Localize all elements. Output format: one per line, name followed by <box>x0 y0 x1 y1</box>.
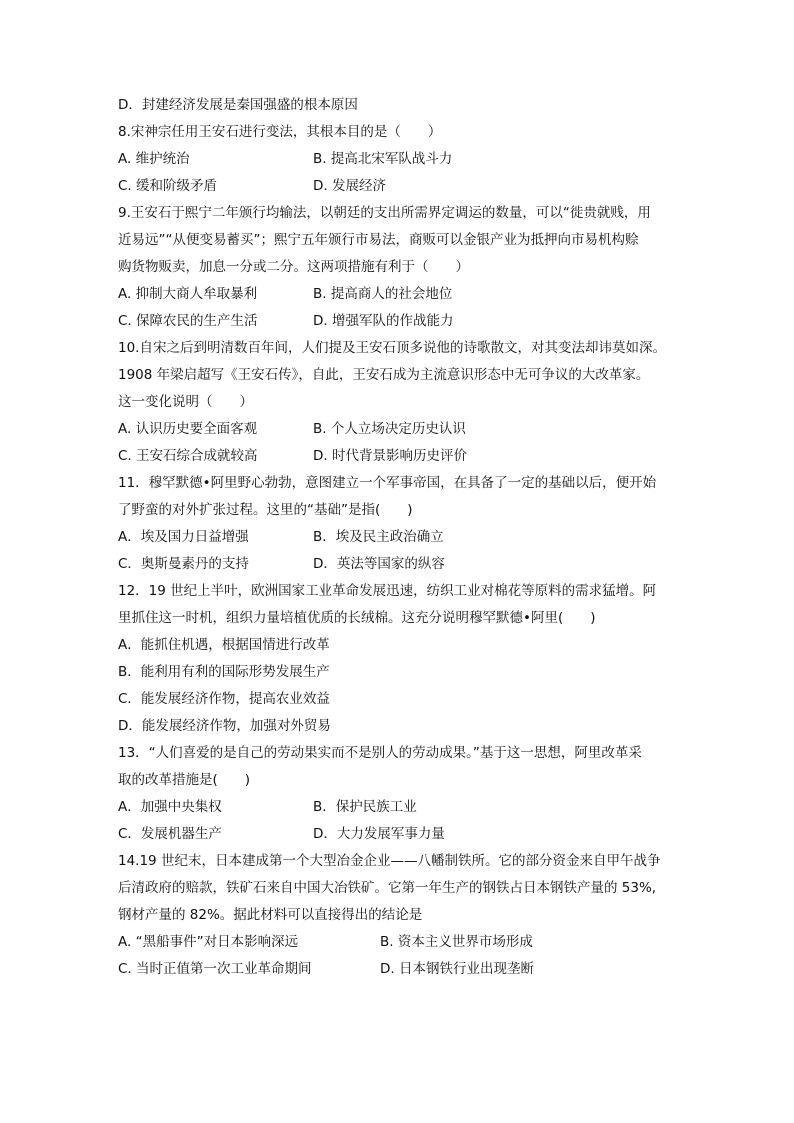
question-stem-line: 11．穆罕默德•阿里野心勃勃，意图建立一个军事帝国，在具备了一定的基础以后，便开始 <box>118 475 657 491</box>
question-stem-line: 12．19 世纪上半叶，欧洲国家工业革命发展迅速，纺织工业对棉花等原料的需求猛增。阿 <box>118 583 657 599</box>
answer-option[interactable]: B. 个人立场决定历史认识 <box>313 421 466 437</box>
answer-option[interactable]: D. 日本钢铁行业出现垄断 <box>380 961 534 977</box>
question-stem-line: 了野蛮的对外扩张过程。这里的“基础”是指( ) <box>118 502 413 518</box>
question-block <box>118 470 684 578</box>
answer-option[interactable]: D. 时代背景影响历史评价 <box>313 448 467 464</box>
question-stem-line: 9.王安石于熙宁二年颁行均输法，以朝廷的支出所需界定调运的数量，可以“徙贵就贱，用 <box>118 205 651 221</box>
answer-option-row <box>118 794 684 821</box>
question-stem-line: 钢材产量的 82%。据此材料可以直接得出的结论是 <box>118 907 423 923</box>
answer-option[interactable]: C．发展机器生产 <box>118 826 222 842</box>
question-stem-line: 购货物贩卖，加息一分或二分。这两项措施有利于（ ） <box>118 259 469 275</box>
question-stem-line: 取的改革措施是( ) <box>118 772 251 788</box>
answer-option[interactable]: B. 提高商人的社会地位 <box>313 286 453 302</box>
question-block <box>118 200 684 335</box>
answer-option[interactable]: A. “黑船事件”对日本影响深远 <box>118 934 299 950</box>
answer-option-row <box>118 821 684 848</box>
answer-option[interactable]: C. 保障农民的生产生活 <box>118 313 258 329</box>
answer-option-row <box>118 443 684 470</box>
question-block <box>118 740 684 848</box>
question-stem-line: 10.自宋之后到明清数百年间，人们提及王安石顶多说他的诗歌散文，对其变法却讳莫如深。 <box>118 340 666 356</box>
answer-option-row <box>118 929 684 956</box>
answer-option[interactable]: C．奥斯曼素丹的支持 <box>118 556 249 572</box>
answer-option[interactable]: A. 抑制大商人牟取暴利 <box>118 286 258 302</box>
answer-option[interactable]: D．大力发展军事力量 <box>313 826 445 842</box>
answer-option[interactable]: D．能发展经济作物，加强对外贸易 <box>118 718 331 734</box>
answer-option-row <box>118 524 684 551</box>
answer-option-row <box>118 416 684 443</box>
question-stem-line: 14.19 世纪末，日本建成第一个大型冶金企业——八幡制铁所。它的部分资金来自甲午战争 <box>118 853 661 869</box>
question-stem-line: 后清政府的赔款，铁矿石来自中国大冶铁矿。它第一年生产的钢铁占日本钢铁产量的 53%, <box>118 880 657 896</box>
answer-option[interactable]: C. 缓和阶级矛盾 <box>118 178 218 194</box>
answer-option[interactable]: B. 提高北宋军队战斗力 <box>313 151 453 167</box>
answer-option[interactable]: B．能利用有利的国际形势发展生产 <box>118 664 330 680</box>
question-block <box>118 335 684 470</box>
question-block <box>118 119 684 200</box>
question-block <box>118 578 684 740</box>
answer-option[interactable]: A. 认识历史要全面客观 <box>118 421 258 437</box>
answer-option[interactable]: A．能抓住机遇，根据国情进行改革 <box>118 637 330 653</box>
answer-option[interactable]: D. 增强军队的作战能力 <box>313 313 454 329</box>
answer-option[interactable]: D．英法等国家的纵容 <box>313 556 445 572</box>
answer-option-row <box>118 956 684 983</box>
answer-option[interactable]: D. 发展经济 <box>313 178 386 194</box>
question-stem-line: 8.宋神宗任用王安石进行变法，其根本目的是（ ） <box>118 124 442 140</box>
previous-question-option-d: D．封建经济发展是秦国强盛的根本原因 <box>118 97 358 113</box>
answer-option[interactable]: B．保护民族工业 <box>313 799 417 815</box>
answer-option[interactable]: B. 资本主义世界市场形成 <box>380 934 533 950</box>
question-stem-line: 1908 年梁启超写《王安石传》，自此，王安石成为主流意识形态中无可争议的大改革家。 <box>118 367 650 383</box>
answer-option[interactable]: A．加强中央集权 <box>118 799 222 815</box>
answer-option[interactable]: C．能发展经济作物，提高农业效益 <box>118 691 330 707</box>
answer-option[interactable]: C. 王安石综合成就较高 <box>118 448 258 464</box>
question-stem-line: 13．“人们喜爱的是自己的劳动果实而不是别人的劳动成果。”基于这一思想，阿里改革采 <box>118 745 642 761</box>
answer-option-row <box>118 146 684 173</box>
answer-option[interactable]: A. 维护统治 <box>118 151 190 167</box>
question-stem-line: 这一变化说明（ ） <box>118 394 253 410</box>
answer-option[interactable]: B．埃及民主政治确立 <box>313 529 444 545</box>
question-stem-line: 里抓住这一时机，组织力量培植优质的长绒棉。这充分说明穆罕默德•阿里( ) <box>118 610 596 626</box>
answer-option-row <box>118 308 684 335</box>
question-block <box>118 848 684 983</box>
exam-page <box>118 92 684 983</box>
answer-option-row <box>118 173 684 200</box>
answer-option-row <box>118 281 684 308</box>
question-stem-line: 近易远”“从便变易蓄买”；熙宁五年颁行市易法，商贩可以金银产业为抵押向市易机构赊 <box>118 232 639 248</box>
answer-option-row <box>118 551 684 578</box>
answer-option[interactable]: C. 当时正值第一次工业革命期间 <box>118 961 312 977</box>
answer-option[interactable]: A．埃及国力日益增强 <box>118 529 249 545</box>
question-list <box>118 119 684 983</box>
